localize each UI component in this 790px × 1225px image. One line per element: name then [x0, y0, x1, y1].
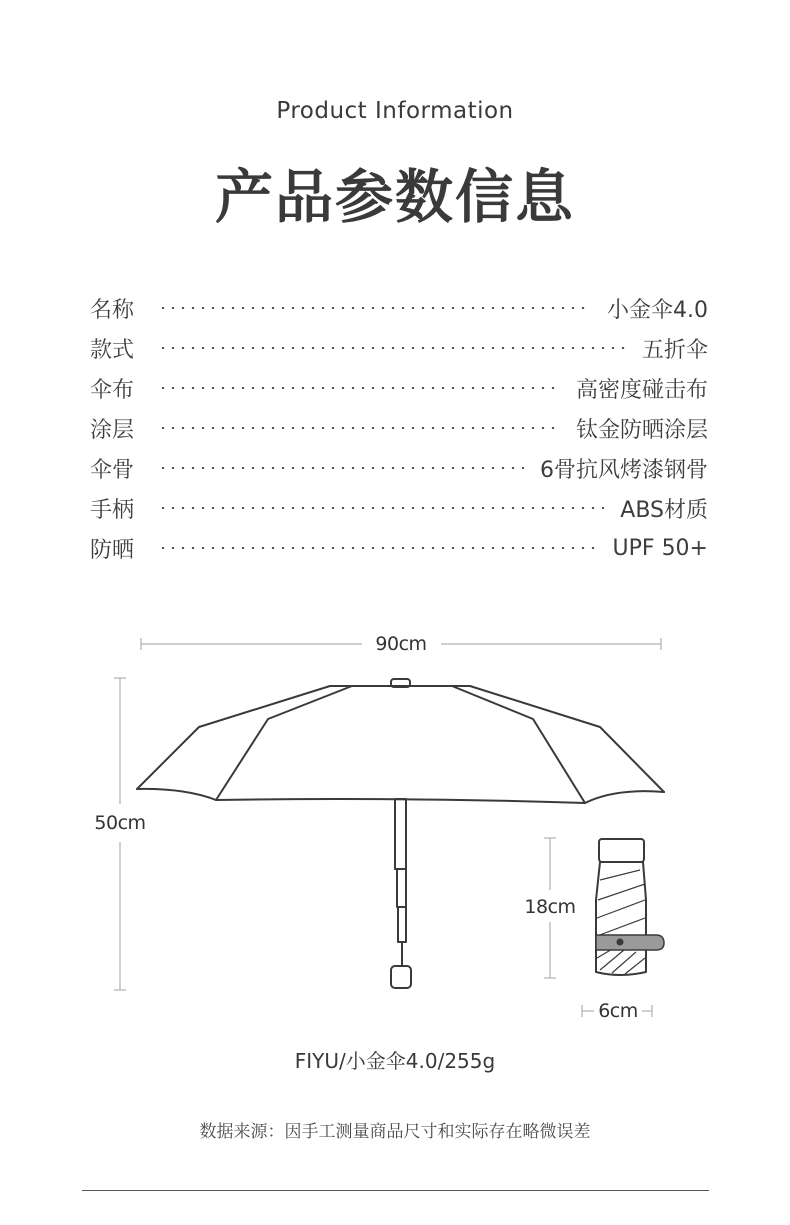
- divider: [82, 1190, 709, 1191]
- spec-row-uv: [90, 528, 708, 568]
- dotted-leader: [158, 347, 626, 349]
- measurement-note: 数据来源：因手工测量商品尺寸和实际存在略微误差: [199, 1122, 591, 1142]
- spec-row-frame: [90, 448, 708, 488]
- spec-label: 涂层: [90, 417, 135, 443]
- spec-value: 6骨抗风烤漆钢骨: [540, 457, 708, 483]
- spec-label: 手柄: [90, 497, 135, 523]
- spec-value: ABS材质: [620, 497, 708, 523]
- dotted-leader: [158, 307, 591, 309]
- dotted-leader: [158, 507, 604, 509]
- spec-row-coating: [90, 408, 708, 448]
- spec-list: [90, 288, 708, 568]
- umbrella-diagram: [0, 600, 790, 1030]
- spec-value: 高密度碰击布: [575, 377, 708, 403]
- spec-row-name: [90, 288, 708, 328]
- dotted-leader: [158, 387, 560, 389]
- folded-width-label: 6cm: [598, 1000, 638, 1022]
- spec-value: 五折伞: [641, 337, 708, 363]
- spec-label: 款式: [90, 337, 135, 363]
- folded-length-label: 18cm: [524, 896, 576, 918]
- folded-umbrella-icon: [596, 839, 664, 975]
- spec-value: 钛金防晒涂层: [575, 417, 708, 443]
- subtitle: Product Information: [276, 98, 514, 124]
- spec-label: 伞布: [90, 377, 135, 403]
- spec-label: 名称: [90, 297, 135, 323]
- height-dimension: [114, 678, 126, 990]
- spec-label: 伞骨: [90, 457, 135, 483]
- spec-label: 防晒: [90, 537, 135, 563]
- open-umbrella-icon: [137, 679, 664, 988]
- width-label: 90cm: [375, 633, 427, 655]
- page-title: 产品参数信息: [214, 163, 575, 231]
- spec-row-fabric: [90, 368, 708, 408]
- spec-value: 小金伞4.0: [607, 297, 708, 323]
- spec-row-style: [90, 328, 708, 368]
- dotted-leader: [158, 427, 560, 429]
- dotted-leader: [158, 467, 524, 469]
- dotted-leader: [158, 547, 597, 549]
- spec-row-handle: [90, 488, 708, 528]
- height-label: 50cm: [94, 812, 146, 834]
- spec-value: UPF 50+: [612, 535, 708, 561]
- model-caption: FIYU/小金伞4.0/255g: [294, 1049, 496, 1073]
